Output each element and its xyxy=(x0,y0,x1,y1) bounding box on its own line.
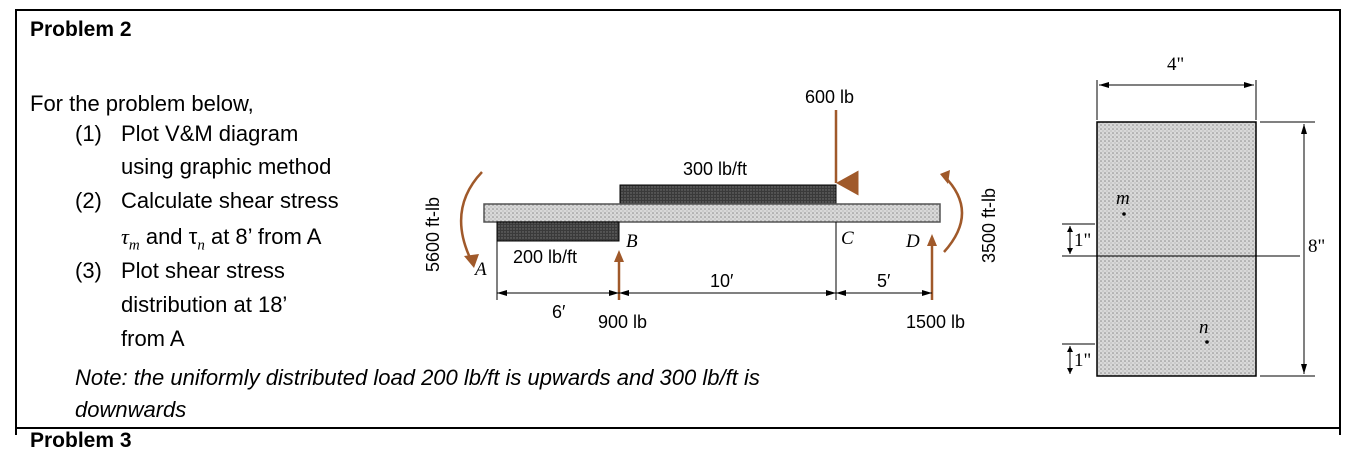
offset-top-arrow-down xyxy=(1067,248,1073,254)
note-line-1: Note: the uniformly distributed load 200 lb/ft is upwards and 300 lb/ft is xyxy=(75,365,760,390)
dist-300-label: 300 lb/ft xyxy=(683,159,748,179)
item-3-num: (3) xyxy=(75,258,102,283)
offset-bottom-arrow-down xyxy=(1067,368,1073,374)
width-label: 4" xyxy=(1167,54,1185,75)
moment-left-arc xyxy=(461,172,482,262)
height-label: 8" xyxy=(1308,236,1326,257)
dim-arrow-b-left xyxy=(609,290,619,296)
tau-symbol: τ xyxy=(121,224,129,249)
dim-arrow-a xyxy=(497,290,507,296)
offset-bottom-label: 1" xyxy=(1074,350,1092,371)
load-600-label: 600 lb xyxy=(805,87,855,107)
offset-top-label: 1" xyxy=(1074,230,1092,251)
item-3-line2: distribution at 18’ xyxy=(121,292,288,317)
reaction-b-label: 900 lb xyxy=(598,312,648,332)
and-tau: and τ xyxy=(139,224,198,249)
height-arrow-bottom xyxy=(1301,364,1307,374)
tau-sub-n: n xyxy=(197,237,205,254)
point-n-dot xyxy=(1205,340,1209,344)
dim-arrow-c-left xyxy=(826,290,836,296)
item-1-line2: using graphic method xyxy=(121,154,332,179)
dist-200-label: 200 lb/ft xyxy=(513,247,578,267)
dim-arrow-c-right xyxy=(836,290,846,296)
point-m-dot xyxy=(1122,212,1126,216)
dim-6-label: 6′ xyxy=(552,302,566,322)
item-3-line3: from A xyxy=(121,326,185,351)
item-1-line1: Plot V&M diagram xyxy=(121,121,299,146)
moment-right-arc xyxy=(944,176,962,252)
reaction-d-arrowhead xyxy=(927,234,937,246)
item-2-line1: Calculate shear stress xyxy=(121,188,339,213)
problem-title: Problem 2 xyxy=(30,18,132,41)
dim-10-label: 10′ xyxy=(710,271,734,291)
dim-arrow-d xyxy=(922,290,932,296)
distributed-load-200-block xyxy=(497,222,619,241)
point-b-label: B xyxy=(626,231,638,252)
point-n-label: n xyxy=(1199,317,1209,338)
problem-intro: For the problem below, xyxy=(30,91,254,116)
width-arrow-right xyxy=(1244,82,1254,88)
item-3-line1: Plot shear stress xyxy=(121,258,285,283)
beam-body xyxy=(484,204,940,222)
reaction-b-arrowhead xyxy=(614,250,624,262)
cross-section-rect xyxy=(1097,122,1256,376)
width-arrow-left xyxy=(1099,82,1109,88)
height-arrow-top xyxy=(1301,124,1307,134)
reaction-d-label: 1500 lb xyxy=(906,312,966,332)
distributed-load-300-block xyxy=(620,185,836,204)
point-m-label: m xyxy=(1116,188,1130,209)
tau-sub-m: m xyxy=(128,237,140,254)
moment-right-label: 3500 ft-lb xyxy=(979,187,999,263)
moment-left-label: 5600 ft-lb xyxy=(423,196,443,272)
dim-arrow-b-right xyxy=(619,290,629,296)
item-1-num: (1) xyxy=(75,121,102,146)
next-problem-title: Problem 3 xyxy=(30,429,132,452)
point-c-label: C xyxy=(841,228,854,249)
offset-top-arrow-up xyxy=(1067,226,1073,232)
offset-bottom-arrow-up xyxy=(1067,346,1073,352)
point-d-label: D xyxy=(906,231,920,252)
note-line-2: downwards xyxy=(75,397,187,422)
at-8-from-a: at 8’ from A xyxy=(204,224,322,249)
point-a-label: A xyxy=(475,259,487,280)
item-2-num: (2) xyxy=(75,188,102,213)
dim-5-label: 5′ xyxy=(877,271,891,291)
